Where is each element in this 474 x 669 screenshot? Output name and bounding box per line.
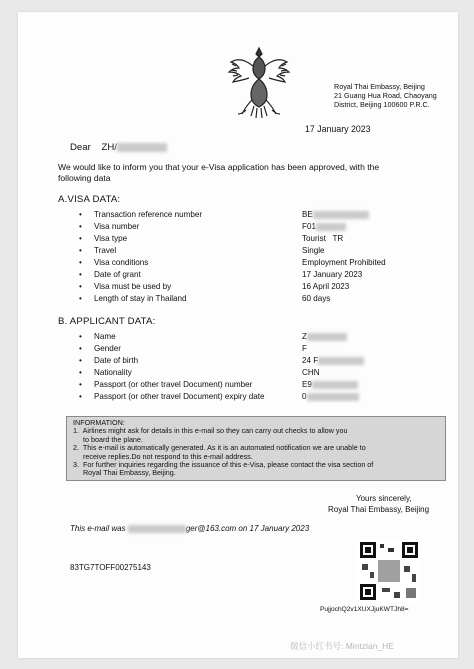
address-line: 21 Guang Hua Road, Chaoyang [334, 91, 437, 100]
bullet-icon: • [79, 282, 82, 291]
email-prefix: This e-mail was [70, 524, 126, 533]
row-value [302, 380, 358, 389]
redaction-blur [307, 393, 359, 401]
row-label: Travel [94, 246, 117, 255]
value-text: E9 [302, 380, 312, 389]
watermark-text: 微信小红书号: Mintzlan_HE [290, 641, 394, 651]
bullet-icon: • [79, 294, 82, 303]
applicant-row [79, 356, 442, 366]
bullet-icon: • [79, 210, 82, 219]
row-label: Gender [94, 344, 121, 353]
visa-row [79, 222, 442, 232]
applicant-row [79, 392, 442, 402]
info-line: Royal Thai Embassy, Beijing. [73, 468, 176, 478]
row-value: Single [302, 246, 325, 255]
bullet-icon: • [79, 258, 82, 267]
signature-text: Royal Thai Embassy, Beijing [328, 505, 430, 514]
row-label: Length of stay in Thailand [94, 294, 187, 303]
closing-text: Yours sincerely, [356, 494, 412, 503]
row-label: Visa number [94, 222, 140, 231]
redaction-blur [128, 525, 186, 533]
applicant-row [79, 344, 442, 354]
intro-paragraph [58, 162, 448, 184]
row-value: 17 January 2023 [302, 270, 363, 279]
info-title: INFORMATION: [73, 418, 125, 427]
letter-date: 17 January 2023 [305, 124, 371, 134]
visa-row [79, 270, 442, 280]
garuda-emblem-icon [226, 44, 292, 122]
qr-caption: PujjochQ2v1XUXJjuKWTJh8= [320, 606, 409, 613]
applicant-row [79, 368, 442, 378]
redaction-blur [316, 223, 346, 231]
row-value: F [302, 344, 307, 353]
intro-line: We would like to inform you that your e-Visa application has been approved, with the [58, 162, 380, 172]
info-line: to board the plane. [73, 434, 143, 444]
row-label: Date of grant [94, 270, 141, 279]
applicant-data-heading: B. APPLICANT DATA: [58, 316, 156, 327]
redaction-blur [312, 381, 358, 389]
value-text: 24 F [302, 356, 319, 365]
address-line: Royal Thai Embassy, Beijing [334, 82, 425, 91]
visa-data-heading: A.VISA DATA: [58, 194, 121, 205]
email-suffix: on 17 January 2023 [238, 524, 310, 533]
bullet-icon: • [79, 356, 82, 365]
visa-row [79, 246, 442, 256]
info-line: 1. Airlines might ask for details in this e-mail so they can carry out checks to allow you [73, 426, 348, 436]
row-label: Name [94, 332, 116, 341]
bullet-icon: • [79, 270, 82, 279]
reference-code: 83TG7TOFF00275143 [70, 563, 151, 572]
bullet-icon: • [79, 246, 82, 255]
redaction-blur [313, 211, 369, 219]
address-line: District, Beijing 100600 P.R.C. [334, 100, 430, 109]
row-value [302, 332, 347, 341]
visa-row [79, 210, 442, 220]
redaction-blur [117, 143, 167, 152]
information-box [66, 416, 446, 481]
visa-row [79, 258, 442, 268]
info-line: 2. This e-mail is automatically generated. As it is an automated notification we are unable to [73, 443, 366, 453]
recipient-name: ZH/ [101, 142, 117, 153]
info-line: receive replies.Do not respond to this e-mail address. [73, 451, 253, 461]
row-value [302, 356, 364, 365]
bullet-icon: • [79, 234, 82, 243]
row-label: Visa type [94, 234, 128, 243]
row-label: Passport (or other travel Document) number [94, 380, 253, 389]
row-value [302, 222, 346, 231]
visa-row [79, 234, 442, 244]
salutation [70, 142, 167, 153]
applicant-row [79, 380, 442, 390]
email-address: ger@163.com [185, 524, 237, 533]
row-value [302, 210, 369, 219]
value-text: F01 [302, 222, 316, 231]
redaction-blur [318, 357, 364, 365]
qr-code-icon [358, 540, 420, 602]
bullet-icon: • [79, 344, 82, 353]
applicant-row [79, 332, 442, 342]
value-text: Z [302, 332, 307, 341]
salutation-word: Dear [70, 142, 91, 153]
redaction-blur [307, 333, 347, 341]
bullet-icon: • [79, 368, 82, 377]
bullet-icon: • [79, 222, 82, 231]
bullet-icon: • [79, 332, 82, 341]
row-value: Tourist TR [302, 234, 344, 243]
email-notice [70, 524, 309, 533]
visa-row [79, 294, 442, 304]
intro-line: following data [58, 173, 111, 183]
bullet-icon: • [79, 392, 82, 401]
value-text: 0 [302, 392, 307, 401]
row-label: Nationality [94, 368, 132, 377]
row-label: Date of birth [94, 356, 139, 365]
row-value: 16 April 2023 [302, 282, 350, 291]
value-text: BE [302, 210, 313, 219]
row-value: Employment Prohibited [302, 258, 386, 267]
visa-letter-page [18, 12, 458, 658]
bullet-icon: • [79, 380, 82, 389]
row-label: Transaction reference number [94, 210, 203, 219]
row-value: 60 days [302, 294, 331, 303]
row-label: Visa must be used by [94, 282, 172, 291]
row-label: Passport (or other travel Document) expiry date [94, 392, 265, 401]
row-value: CHN [302, 368, 320, 377]
row-label: Visa conditions [94, 258, 149, 267]
embassy-address [334, 82, 437, 109]
row-value [302, 392, 359, 401]
visa-row [79, 282, 442, 292]
info-line: 3. For further inquiries regarding the issuance of this e-Visa, please contact the visa section of [73, 460, 374, 470]
